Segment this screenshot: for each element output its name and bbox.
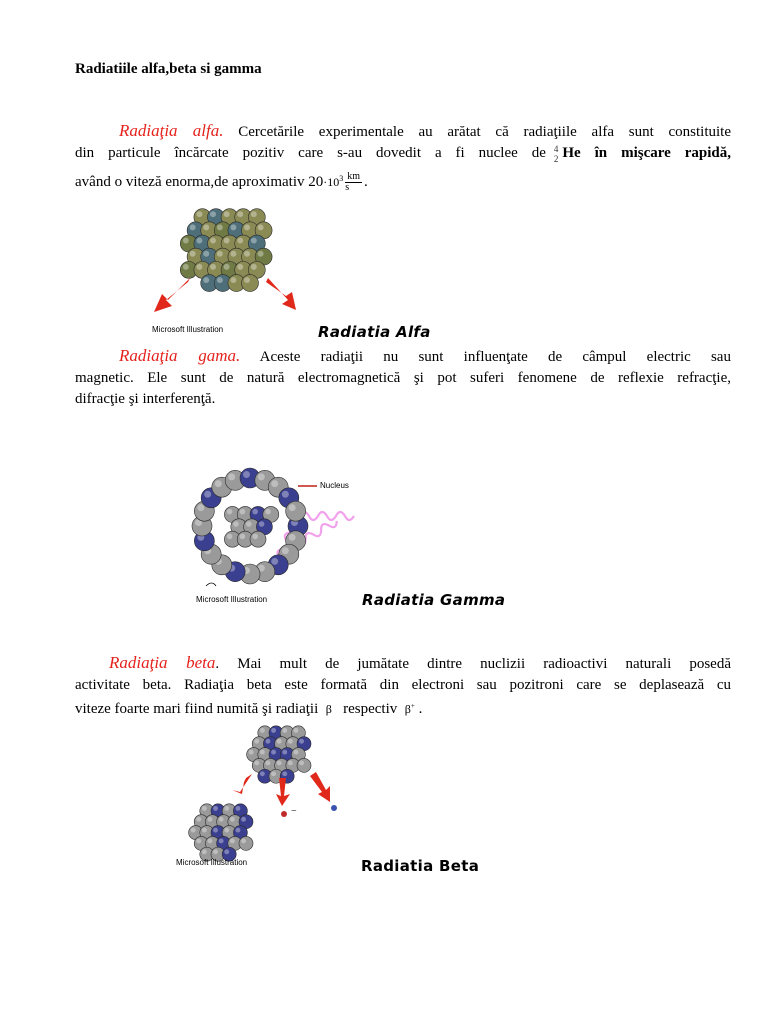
nucleon-highlight xyxy=(258,473,265,480)
nucleon-highlight xyxy=(190,251,196,257)
nucleon-highlight xyxy=(230,277,236,283)
nucleon-highlight xyxy=(224,238,230,244)
nucleon-highlight xyxy=(254,761,259,766)
nucleon-highlight xyxy=(289,534,296,541)
alpha-paragraph xyxy=(75,120,731,193)
nucleon-highlight xyxy=(241,839,246,844)
nucleon-highlight xyxy=(233,521,239,527)
particle-icon xyxy=(331,805,337,811)
nucleon-highlight xyxy=(282,547,289,554)
gamma-illustration-label: Microsoft Illustration xyxy=(196,595,268,604)
nucleon-highlight xyxy=(217,224,223,230)
nucleon-highlight xyxy=(196,839,201,844)
nucleon-highlight xyxy=(289,504,296,511)
electron-icon xyxy=(281,811,287,817)
nucleon-highlight xyxy=(230,839,235,844)
nucleon-highlight xyxy=(196,264,202,270)
gamma-nucleus xyxy=(192,468,308,584)
velocity-factor: $\cdot 10^3$ xyxy=(323,174,344,189)
nucleon-highlight xyxy=(271,771,276,776)
alpha-nucleus xyxy=(180,209,272,292)
alpha-line-3: având o viteză enorma,de aproximativ $20\cdot 10^3$ $\frac{km}{s}$ . xyxy=(75,171,368,194)
nucleon-highlight xyxy=(244,251,250,257)
beta-line-2: activitate beta. Radiaţia beta este formată din electroni sau pozitroni care se deplasează cu xyxy=(75,677,731,693)
nucleon-highlight xyxy=(224,849,229,854)
nucleon-highlight xyxy=(277,761,282,766)
nucleon-highlight xyxy=(258,251,264,257)
nucleon-highlight xyxy=(202,828,207,833)
nucleon-highlight xyxy=(271,558,278,565)
beta-illustration-label: Microsoft Illustration xyxy=(176,858,248,867)
nucleon-highlight xyxy=(237,211,243,217)
nucleon-highlight xyxy=(288,739,293,744)
nucleon-highlight xyxy=(224,828,229,833)
alpha-term: Radiaţia alfa. xyxy=(119,121,224,140)
gamma-line-2: magnetic. Ele sunt de natură electromagnetică şi pot suferi fenomene de reflexie refracţie, xyxy=(75,370,731,386)
beta-line-1: Radiaţia beta. Mai mult de jumătate dintre nuclizii radioactivi naturali posedă xyxy=(109,653,732,672)
beta-daughter-nucleus xyxy=(189,804,253,861)
nucleon-highlight xyxy=(251,211,257,217)
beta-line-3: viteze foarte mari fiind numită şi radiaţii β respectiv β+ . xyxy=(75,701,423,717)
nucleon xyxy=(297,758,311,772)
gamma-caption: Radiatia Gamma xyxy=(362,591,506,609)
nucleon-highlight xyxy=(237,238,243,244)
nucleon-highlight xyxy=(244,277,250,283)
arrow-right-icon xyxy=(310,772,330,802)
nucleon-highlight xyxy=(266,739,271,744)
nucleon-highlight xyxy=(210,238,216,244)
alpha-nucleus-illustration xyxy=(150,200,310,310)
nucleon-highlight xyxy=(190,224,196,230)
nucleon-highlight xyxy=(259,521,265,527)
nucleon-highlight xyxy=(215,480,222,487)
nucleon-highlight xyxy=(251,238,257,244)
nucleon-highlight xyxy=(230,251,236,257)
nucleon-highlight xyxy=(203,251,209,257)
nucleon-highlight xyxy=(260,771,265,776)
nucleon-highlight xyxy=(243,471,250,478)
nucleon-highlight xyxy=(265,509,271,515)
nucleon-highlight xyxy=(288,761,293,766)
beta-term: Radiaţia beta xyxy=(109,653,216,672)
beta-caption: Radiatia Beta xyxy=(361,857,480,875)
beta-minus-symbol: β xyxy=(325,702,332,716)
nucleon-highlight xyxy=(254,739,259,744)
nucleon-highlight xyxy=(240,534,246,540)
nucleon-highlight xyxy=(252,509,258,515)
nucleon-highlight xyxy=(197,504,204,511)
gamma-line-3: difracţie şi interferenţă. xyxy=(75,391,216,407)
gamma-paragraph xyxy=(75,345,731,410)
nucleon-highlight xyxy=(210,211,216,217)
nucleon-highlight xyxy=(219,839,224,844)
nucleon-highlight xyxy=(183,264,189,270)
nucleon-highlight xyxy=(282,491,289,498)
nucleon-highlight xyxy=(217,251,223,257)
small-arrow-icon xyxy=(206,583,216,586)
left-arrow-icon xyxy=(154,278,190,312)
nucleon-highlight xyxy=(282,728,287,733)
nucleon-highlight xyxy=(191,828,196,833)
nucleon-highlight xyxy=(208,839,213,844)
nucleon-highlight xyxy=(213,849,218,854)
nucleon-highlight xyxy=(219,817,224,822)
electron-sign: − xyxy=(291,806,297,817)
nucleus-label: Nucleus xyxy=(320,481,349,490)
nucleon-highlight xyxy=(258,224,264,230)
nucleon-highlight xyxy=(271,480,278,487)
nucleon-highlight xyxy=(294,750,299,755)
nucleon-highlight xyxy=(260,728,265,733)
nucleon-highlight xyxy=(210,264,216,270)
nucleon-highlight xyxy=(271,750,276,755)
nucleon-highlight xyxy=(299,739,304,744)
nucleon-highlight xyxy=(224,211,230,217)
nucleon-highlight xyxy=(240,509,246,515)
nucleon-highlight xyxy=(202,806,207,811)
nucleon-highlight xyxy=(217,277,223,283)
nucleon-highlight xyxy=(213,828,218,833)
nucleon-highlight xyxy=(202,849,207,854)
velocity-unit: $\frac{km}{s}$ xyxy=(345,171,361,194)
nucleon xyxy=(239,836,253,850)
nucleon-highlight xyxy=(241,817,246,822)
alpha-caption: Radiatia Alfa xyxy=(318,323,431,341)
nucleon-highlight xyxy=(252,534,258,540)
gamma-line-1: Radiaţia gama. Aceste radiaţii nu sunt influenţate de câmpul electric sau xyxy=(119,346,731,365)
beta-decay-illustration xyxy=(180,720,380,870)
nucleon-highlight xyxy=(196,817,201,822)
nucleon-highlight xyxy=(249,750,254,755)
nucleon-highlight xyxy=(230,224,236,230)
gamma-wave xyxy=(300,512,354,520)
nucleon-highlight xyxy=(227,534,233,540)
alpha-line-1: Radiaţia alfa. Cercetările experimentale au arătat că radiaţiile alfa sunt constituite xyxy=(119,121,732,140)
nucleon-highlight xyxy=(236,828,241,833)
nucleon-highlight xyxy=(224,264,230,270)
nucleon-highlight xyxy=(204,491,211,498)
nucleon-highlight xyxy=(246,521,252,527)
gamma-term: Radiaţia gama. xyxy=(119,346,241,365)
nucleon-highlight xyxy=(213,806,218,811)
alpha-illustration-label: Microsoft Illustration xyxy=(152,325,224,334)
nucleon-highlight xyxy=(196,211,202,217)
nucleon-highlight xyxy=(203,224,209,230)
nucleon-highlight xyxy=(236,806,241,811)
nucleon-highlight xyxy=(183,238,189,244)
nucleon-highlight xyxy=(282,750,287,755)
nucleon-highlight xyxy=(208,817,213,822)
alpha-line-2: din particule încărcate pozitiv care s-au dovedit a fi nuclee de 4 2 He în mişcare rapidă, xyxy=(75,143,731,164)
nucleon-highlight xyxy=(299,761,304,766)
nucleon-highlight xyxy=(244,224,250,230)
nucleon-highlight xyxy=(282,771,287,776)
nucleon-highlight xyxy=(294,728,299,733)
nucleon-highlight xyxy=(251,264,257,270)
nucleon xyxy=(286,501,306,521)
nucleon-highlight xyxy=(203,277,209,283)
nucleon xyxy=(242,275,259,292)
beta-parent-nucleus xyxy=(247,726,311,783)
nucleon-highlight xyxy=(196,238,202,244)
arrow-left-icon xyxy=(232,774,252,794)
nucleon-highlight xyxy=(230,817,235,822)
nucleon-highlight xyxy=(228,473,235,480)
right-arrow-icon xyxy=(266,278,296,310)
nucleon-highlight xyxy=(260,750,265,755)
nucleon-highlight xyxy=(277,739,282,744)
beta-paragraph xyxy=(75,652,731,720)
nucleon xyxy=(250,531,266,547)
nucleon-highlight xyxy=(224,806,229,811)
nucleon-highlight xyxy=(271,728,276,733)
page-title: Radiatiile alfa,beta si gamma xyxy=(75,61,262,77)
helium-isotope: 4 2 xyxy=(553,143,559,164)
nucleon-highlight xyxy=(237,264,243,270)
nucleon-highlight xyxy=(227,509,233,515)
beta-plus-symbol: β+ xyxy=(404,702,415,716)
nucleon-highlight xyxy=(266,761,271,766)
